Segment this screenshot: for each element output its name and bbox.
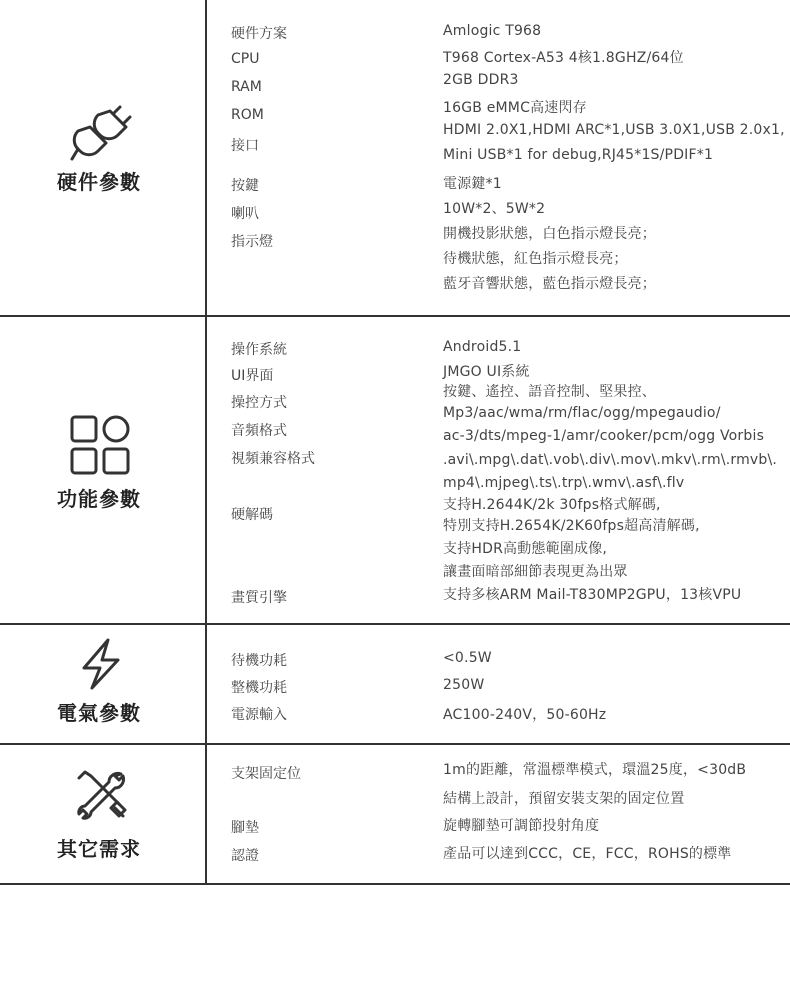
section-title: 電氣參數: [57, 701, 141, 725]
spec-value: JMGO UI系統: [443, 364, 530, 380]
section-title: 硬件參數: [57, 170, 141, 194]
spec-value: <0.5W: [443, 650, 492, 666]
spec-value: 10W*2、5W*2: [443, 201, 546, 217]
spec-label: ROM: [231, 107, 264, 123]
spec-value: Amlogic T968: [443, 23, 542, 39]
column-divider: [205, 0, 207, 885]
spec-value: T968 Cortex-A53 4核1.8GHZ/64位: [443, 50, 684, 66]
spec-label: UI界面: [231, 368, 274, 384]
spec-label: 操作系統: [231, 342, 287, 358]
spec-label: 硬件方案: [231, 26, 287, 42]
spec-label: 音頻格式: [231, 423, 287, 439]
spec-label: 腳墊: [231, 820, 259, 836]
spec-value: .avi\.mpg\.dat\.vob\.div\.mov\.mkv\.rm\.rmvb\.: [443, 452, 778, 468]
spec-label: 支架固定位: [231, 766, 301, 782]
divider: [0, 743, 790, 745]
spec-value: AC100-240V，50-60Hz: [443, 707, 607, 723]
spec-value: 2GB DDR3: [443, 72, 519, 88]
spec-value: 支持多核ARM Mail-T830MP2GPU，13核VPU: [443, 587, 742, 603]
spec-value: 250W: [443, 677, 485, 693]
spec-value: 16GB eMMC高速閃存: [443, 100, 587, 116]
spec-label: 操控方式: [231, 395, 287, 411]
spec-value: Mini USB*1 for debug,RJ45*1S/PDIF*1: [443, 147, 714, 163]
plug-icon: [70, 105, 132, 163]
spec-value: ac-3/dts/mpeg-1/amr/cooker/pcm/ogg Vorbis: [443, 428, 765, 444]
spec-label: 整機功耗: [231, 680, 287, 696]
spec-value: 待機狀態，紅色指示燈長亮；: [443, 251, 628, 267]
spec-label: 待機功耗: [231, 653, 287, 669]
spec-label: 視頻兼容格式: [231, 451, 315, 467]
spec-value: 開機投影狀態，白色指示燈長亮；: [443, 226, 656, 242]
spec-label: 喇叭: [231, 206, 259, 222]
lightning-icon: [78, 638, 124, 690]
spec-value: 電源鍵*1: [443, 176, 502, 192]
spec-value: 產品可以達到CCC，CE，FCC，ROHS的標準: [443, 846, 732, 862]
spec-label: CPU: [231, 51, 260, 67]
spec-value: mp4\.mjpeg\.ts\.trp\.wmv\.asf\.flv: [443, 475, 685, 491]
spec-label: 電源輸入: [231, 707, 287, 723]
spec-label: 按鍵: [231, 178, 259, 194]
spec-label: RAM: [231, 79, 262, 95]
spec-value: 1m的距離，常溫標準模式，環溫25度，<30dB: [443, 762, 747, 778]
tools-icon: [75, 768, 129, 822]
spec-value: 旋轉腳墊可調節投射角度: [443, 818, 600, 834]
spec-label: 認證: [231, 848, 259, 864]
spec-value: 藍牙音響狀態，藍色指示燈長亮；: [443, 276, 656, 292]
spec-value: 支持HDR高動態範圍成像,: [443, 541, 608, 557]
spec-label: 畫質引擎: [231, 590, 287, 606]
spec-value: Android5.1: [443, 339, 522, 355]
spec-label: 接口: [231, 138, 259, 154]
spec-value: 結構上設計，預留安裝支架的固定位置: [443, 791, 685, 807]
section-title: 功能參數: [57, 487, 141, 511]
divider: [0, 315, 790, 317]
spec-value: 按鍵、遙控、語音控制、堅果控、: [443, 384, 656, 400]
spec-label: 指示燈: [231, 234, 273, 250]
spec-value: Mp3/aac/wma/rm/flac/ogg/mpegaudio/: [443, 405, 721, 421]
divider: [0, 883, 790, 885]
spec-value: HDMI 2.0X1,HDMI ARC*1,USB 3.0X1,USB 2.0x1,: [443, 122, 785, 138]
spec-value: 讓畫面暗部細節表現更為出眾: [443, 564, 628, 580]
divider: [0, 623, 790, 625]
grid-icon: [70, 415, 130, 475]
section-title: 其它需求: [57, 837, 141, 861]
spec-value: 特別支持H.2654K/2K60fps超高清解碼,: [443, 518, 700, 534]
spec-value: 支持H.2644K/2k 30fps格式解碼,: [443, 497, 661, 513]
spec-label: 硬解碼: [231, 507, 273, 523]
